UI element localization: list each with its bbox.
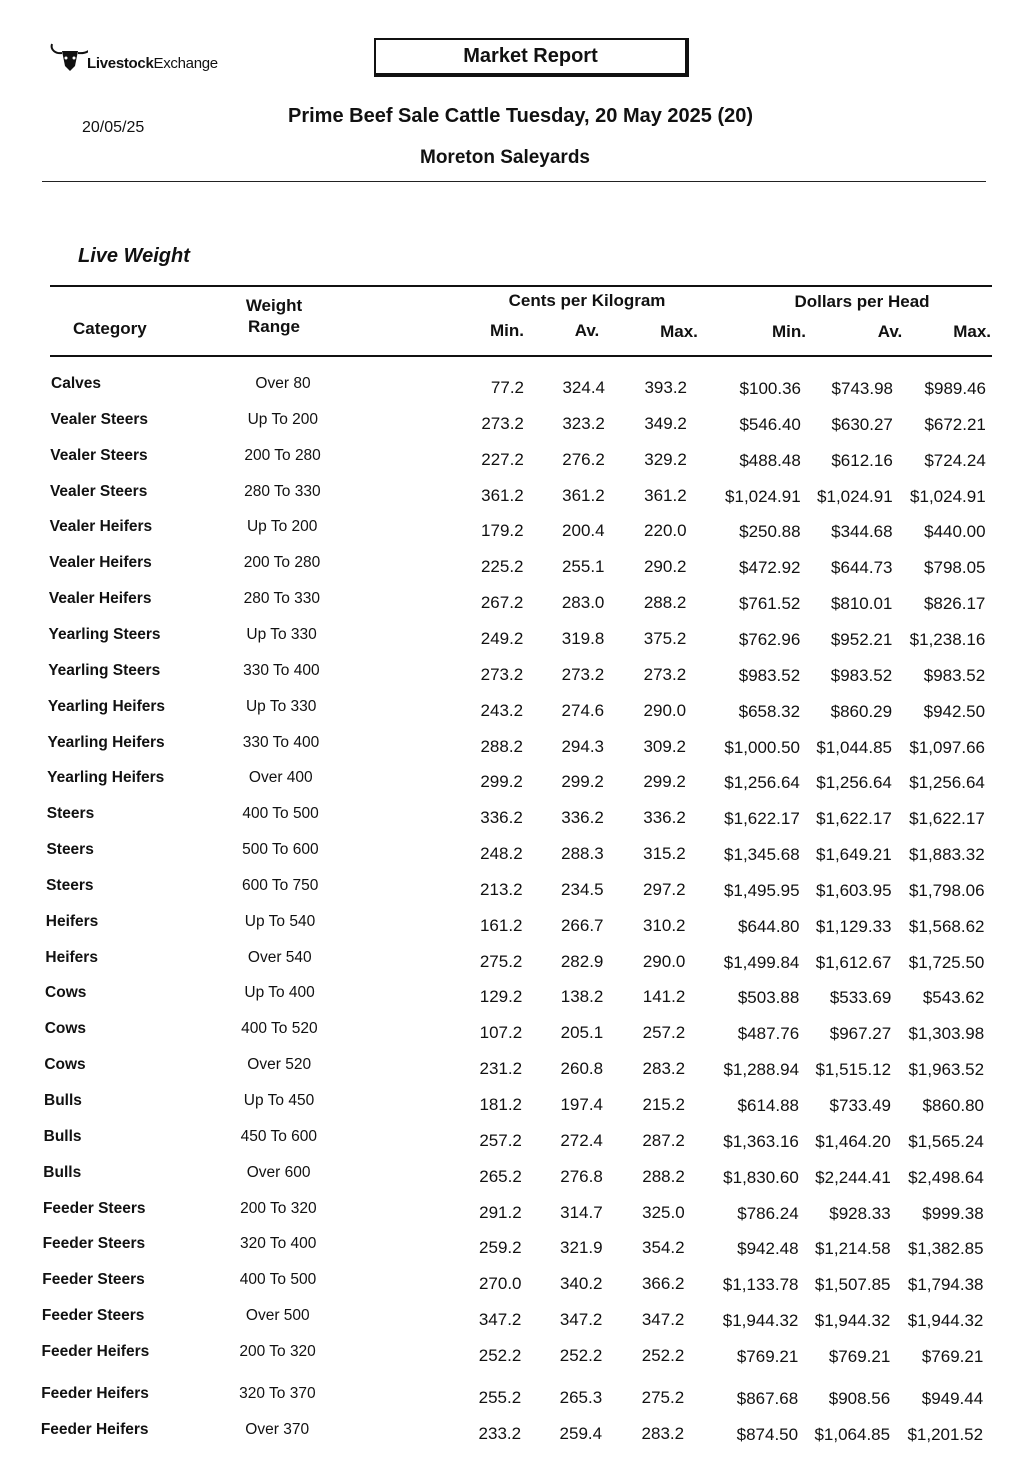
cell-cents-min: 273.2 [480, 664, 524, 684]
cell-cents-min: 347.2 [478, 1310, 522, 1330]
cell-cents-av: 319.8 [561, 628, 605, 648]
cell-dollars-av: $1,256.64 [816, 773, 892, 793]
cell-dollars-max: $826.17 [923, 594, 986, 614]
cell-cents-max: 393.2 [644, 378, 687, 397]
cell-cents-max: 283.2 [641, 1423, 685, 1443]
cell-cents-min: 273.2 [481, 413, 524, 433]
cell-cents-av: 336.2 [561, 808, 604, 828]
cell-cents-max: 275.2 [641, 1387, 685, 1407]
cell-cents-max: 366.2 [641, 1274, 685, 1294]
cell-cents-min: 270.0 [478, 1274, 522, 1294]
cell-dollars-min: $1,256.64 [724, 773, 800, 793]
cell-dollars-av: $1,024.91 [817, 486, 893, 506]
cell-dollars-max: $1,622.17 [909, 809, 985, 829]
cell-dollars-min: $614.88 [737, 1096, 799, 1115]
cell-weight-range: 280 To 330 [244, 482, 321, 500]
cell-cents-av: 273.2 [561, 664, 605, 684]
cell-dollars-max: $1,303.98 [908, 1024, 985, 1044]
cell-category: Steers [46, 805, 95, 823]
cell-cents-min: 299.2 [480, 772, 523, 792]
cell-dollars-max: $1,201.52 [907, 1424, 984, 1444]
bull-horns-icon [48, 38, 88, 72]
cell-dollars-max: $1,883.32 [909, 845, 985, 865]
cell-cents-av: 265.3 [559, 1387, 603, 1407]
sale-title: Prime Beef Sale Cattle Tuesday, 20 May 2025 (20) [288, 105, 754, 127]
cell-dollars-av: $612.16 [831, 450, 893, 470]
cell-category: Bulls [44, 1092, 82, 1109]
cell-weight-range: Up To 400 [244, 984, 315, 1002]
cell-cents-min: 248.2 [480, 844, 523, 864]
cell-category: Yearling Steers [48, 661, 161, 679]
cell-dollars-min: $1,024.91 [725, 486, 801, 506]
cell-weight-range: 200 To 320 [240, 1199, 317, 1217]
cell-dollars-max: $1,256.64 [909, 773, 985, 793]
cell-dollars-min: $503.88 [737, 988, 800, 1008]
cell-category: Vealer Heifers [49, 518, 153, 536]
cell-weight-range: 280 To 330 [243, 590, 321, 608]
cell-cents-min: 243.2 [480, 700, 524, 720]
cell-cents-min: 257.2 [479, 1130, 522, 1150]
cell-dollars-av: $1,612.67 [815, 952, 892, 972]
cell-dollars-min: $1,363.16 [723, 1131, 799, 1151]
cell-cents-av: 340.2 [559, 1274, 603, 1294]
header-cents-av: Av. [574, 321, 600, 340]
cell-dollars-max: $1,798.06 [908, 880, 985, 900]
cell-dollars-min: $1,000.50 [724, 737, 800, 757]
cell-dollars-av: $928.33 [829, 1203, 891, 1223]
cell-cents-av: 282.9 [560, 951, 604, 971]
cell-cents-min: 181.2 [479, 1095, 522, 1114]
cell-cents-min: 225.2 [480, 557, 524, 577]
cell-cents-min: 231.2 [479, 1059, 523, 1079]
cell-category: Cows [45, 984, 87, 1002]
cell-cents-min: 227.2 [481, 449, 524, 469]
cell-cents-max: 309.2 [643, 736, 686, 756]
cell-category: Vealer Steers [49, 482, 148, 500]
cell-cents-av: 234.5 [561, 879, 604, 899]
cell-weight-range: Up To 330 [246, 625, 317, 643]
cell-weight-range: Up To 200 [247, 410, 318, 428]
cell-dollars-av: $1,944.32 [814, 1311, 891, 1331]
cell-cents-max: 220.0 [644, 521, 687, 541]
cell-dollars-max: $1,794.38 [907, 1275, 984, 1295]
cell-category: Yearling Steers [48, 625, 161, 643]
cell-dollars-min: $488.48 [739, 450, 801, 470]
cell-weight-range: 600 To 750 [241, 876, 319, 894]
cell-cents-av: 321.9 [560, 1238, 603, 1258]
cell-cents-av: 200.4 [562, 521, 605, 541]
cell-cents-av: 299.2 [561, 772, 604, 792]
cell-dollars-max: $949.44 [921, 1388, 984, 1408]
cell-category: Yearling Heifers [47, 733, 165, 751]
cell-dollars-max: $1,944.32 [907, 1311, 984, 1331]
cell-dollars-max: $999.38 [922, 1203, 984, 1223]
cell-category: Yearling Heifers [47, 697, 166, 715]
cell-cents-max: 299.2 [643, 772, 686, 792]
cell-cents-max: 290.0 [642, 951, 686, 971]
cell-weight-range: Up To 330 [245, 697, 317, 715]
cell-cents-max: 325.0 [642, 1202, 685, 1222]
cell-cents-av: 324.4 [562, 378, 605, 397]
cell-dollars-min: $761.52 [738, 594, 801, 614]
cell-cents-max: 329.2 [644, 449, 687, 469]
cell-dollars-av: $1,064.85 [814, 1424, 891, 1444]
cell-dollars-max: $1,097.66 [909, 737, 985, 757]
cell-dollars-av: $1,515.12 [815, 1060, 892, 1080]
cell-dollars-max: $543.62 [922, 988, 985, 1008]
cell-dollars-min: $546.40 [739, 414, 801, 434]
cell-cents-max: 336.2 [643, 808, 686, 828]
cell-weight-range: Over 540 [247, 948, 312, 966]
cell-dollars-min: $769.21 [736, 1346, 799, 1366]
cell-category: Vealer Heifers [49, 554, 152, 572]
section-title: Live Weight [78, 245, 190, 267]
cell-dollars-min: $100.36 [739, 379, 801, 398]
cell-cents-av: 255.1 [561, 557, 605, 577]
cell-dollars-min: $250.88 [739, 522, 801, 542]
cell-dollars-max: $672.21 [924, 414, 986, 434]
cell-dollars-av: $983.52 [830, 665, 893, 685]
cell-dollars-max: $2,498.64 [908, 1167, 984, 1187]
cell-category: Calves [51, 375, 101, 392]
cell-weight-range: Over 500 [245, 1307, 310, 1325]
cell-cents-max: 315.2 [643, 844, 686, 864]
cell-dollars-min: $487.76 [737, 1024, 800, 1044]
cell-cents-min: 161.2 [479, 915, 523, 935]
cell-cents-av: 259.4 [559, 1423, 603, 1443]
cell-weight-range: Up To 200 [246, 518, 318, 536]
cell-dollars-min: $942.48 [737, 1239, 799, 1259]
cell-dollars-av: $1,464.20 [815, 1131, 891, 1151]
cell-category: Vealer Steers [50, 410, 149, 428]
cell-weight-range: 200 To 320 [239, 1342, 316, 1360]
cell-dollars-max: $860.80 [922, 1096, 984, 1115]
cell-cents-max: 349.2 [644, 413, 687, 433]
cell-weight-range: Up To 450 [243, 1092, 315, 1109]
cell-cents-min: 107.2 [479, 1023, 523, 1043]
cell-dollars-min: $658.32 [738, 701, 801, 721]
cell-cents-max: 287.2 [642, 1130, 685, 1150]
cell-dollars-max: $769.21 [921, 1346, 984, 1366]
cell-dollars-av: $769.21 [828, 1346, 891, 1366]
cell-category: Cows [44, 1056, 86, 1074]
cell-dollars-min: $867.68 [736, 1388, 799, 1408]
cell-cents-av: 288.3 [561, 844, 604, 864]
cell-category: Bulls [43, 1163, 82, 1181]
cell-weight-range: Over 80 [255, 375, 311, 392]
header-cents-max: Max. [660, 322, 698, 341]
cell-dollars-av: $1,603.95 [815, 880, 892, 900]
cell-dollars-max: $1,963.52 [908, 1060, 985, 1080]
table-top-rule [50, 285, 992, 287]
cell-cents-av: 347.2 [559, 1310, 603, 1330]
cell-cents-min: 233.2 [478, 1423, 522, 1443]
header-dollars-av: Av. [877, 322, 903, 341]
cell-weight-range: 330 To 400 [242, 733, 320, 751]
cell-cents-av: 283.0 [561, 593, 605, 613]
cell-weight-range: 200 To 280 [244, 446, 321, 464]
cell-category: Heifers [45, 948, 98, 966]
cell-cents-min: 255.2 [478, 1387, 522, 1407]
cell-category: Bulls [43, 1127, 82, 1145]
cell-dollars-av: $630.27 [831, 414, 893, 434]
cell-cents-av: 276.2 [562, 449, 605, 469]
cell-weight-range: 500 To 600 [242, 841, 319, 859]
cell-cents-av: 274.6 [561, 700, 605, 720]
cell-cents-max: 141.2 [642, 987, 686, 1007]
cell-dollars-av: $1,214.58 [814, 1239, 891, 1259]
cell-category: Heifers [45, 912, 99, 930]
cell-cents-min: 288.2 [480, 736, 523, 756]
cell-dollars-min: $786.24 [737, 1203, 799, 1223]
cell-dollars-av: $733.49 [829, 1096, 891, 1115]
cell-dollars-min: $472.92 [739, 558, 801, 578]
cell-cents-max: 215.2 [642, 1095, 685, 1114]
cell-cents-min: 249.2 [480, 628, 524, 648]
cell-dollars-av: $1,649.21 [816, 845, 892, 865]
cell-category: Vealer Steers [50, 446, 148, 464]
cell-dollars-min: $1,499.84 [723, 952, 800, 972]
header-dollars-per-head: Dollars per Head [794, 292, 930, 311]
cell-weight-range: Over 400 [248, 769, 313, 787]
header-cents-per-kg: Cents per Kilogram [508, 291, 666, 310]
cell-category: Feeder Steers [42, 1199, 146, 1217]
cell-dollars-av: $743.98 [831, 379, 893, 398]
cell-cents-av: 314.7 [560, 1202, 603, 1222]
cell-cents-min: 179.2 [481, 521, 524, 541]
header-range: Range [248, 317, 300, 336]
cell-cents-av: 205.1 [560, 1023, 604, 1043]
cell-cents-av: 272.4 [560, 1130, 603, 1150]
cell-cents-max: 288.2 [642, 1166, 685, 1186]
cell-cents-av: 266.7 [560, 915, 604, 935]
cell-category: Feeder Heifers [41, 1384, 149, 1402]
cell-dollars-min: $1,622.17 [724, 809, 800, 829]
cell-cents-max: 290.2 [643, 557, 687, 577]
cell-dollars-av: $952.21 [830, 629, 893, 649]
cell-cents-min: 267.2 [480, 593, 524, 613]
cell-category: Feeder Heifers [41, 1342, 150, 1360]
cell-cents-max: 257.2 [642, 1023, 686, 1043]
cell-weight-range: Over 370 [245, 1420, 310, 1438]
cell-weight-range: 400 To 500 [239, 1271, 317, 1289]
cell-cents-min: 252.2 [478, 1345, 522, 1365]
cell-dollars-av: $644.73 [831, 558, 893, 578]
cell-weight-range: Up To 540 [244, 912, 316, 930]
cell-dollars-min: $644.80 [738, 916, 800, 936]
header-category: Category [73, 319, 147, 338]
cell-dollars-max: $798.05 [924, 558, 986, 578]
cell-cents-min: 265.2 [479, 1166, 522, 1186]
cell-category: Vealer Heifers [48, 590, 152, 608]
cell-dollars-max: $942.50 [923, 701, 986, 721]
cell-cents-max: 354.2 [642, 1238, 685, 1258]
cell-dollars-min: $1,345.68 [724, 845, 800, 865]
cell-cents-max: 361.2 [644, 485, 687, 505]
cell-cents-min: 213.2 [480, 879, 523, 899]
cell-dollars-av: $908.56 [828, 1388, 891, 1408]
cell-dollars-min: $1,944.32 [722, 1311, 799, 1331]
cell-dollars-max: $1,238.16 [909, 629, 986, 649]
cell-cents-max: 375.2 [643, 628, 687, 648]
cell-dollars-max: $983.52 [923, 665, 986, 685]
cell-cents-av: 197.4 [560, 1095, 603, 1114]
cell-cents-max: 288.2 [643, 593, 687, 613]
cell-cents-min: 129.2 [479, 987, 523, 1007]
cell-dollars-min: $1,133.78 [722, 1275, 799, 1295]
cell-dollars-av: $1,622.17 [816, 809, 892, 829]
cell-cents-av: 361.2 [562, 485, 605, 505]
cell-cents-av: 276.8 [560, 1166, 603, 1186]
cell-dollars-max: $1,382.85 [907, 1239, 984, 1259]
cell-weight-range: Over 600 [246, 1163, 311, 1181]
report-title: Market Report [374, 38, 689, 77]
cell-dollars-min: $1,495.95 [723, 880, 800, 900]
cell-dollars-av: $2,244.41 [815, 1167, 891, 1187]
cell-dollars-min: $762.96 [738, 629, 801, 649]
report-date: 20/05/25 [82, 119, 145, 136]
cell-category: Steers [46, 841, 94, 859]
cell-cents-max: 252.2 [641, 1345, 685, 1365]
cell-dollars-av: $1,507.85 [814, 1275, 891, 1295]
cell-cents-max: 290.0 [643, 700, 687, 720]
cell-dollars-av: $967.27 [829, 1024, 892, 1044]
cell-cents-min: 275.2 [479, 951, 523, 971]
cell-category: Cows [44, 1020, 87, 1038]
cell-dollars-av: $533.69 [829, 988, 892, 1008]
header-dollars-max: Max. [953, 322, 991, 341]
cell-category: Yearling Heifers [47, 769, 165, 787]
cell-dollars-min: $983.52 [738, 665, 801, 685]
cell-cents-av: 252.2 [559, 1345, 603, 1365]
cell-category: Steers [46, 876, 94, 894]
cell-dollars-max: $1,725.50 [908, 952, 985, 972]
cell-category: Feeder Steers [41, 1307, 145, 1325]
cell-weight-range: 320 To 370 [239, 1384, 316, 1402]
cell-cents-av: 323.2 [562, 413, 605, 433]
cell-weight-range: 400 To 500 [242, 805, 319, 823]
cell-cents-av: 294.3 [561, 736, 604, 756]
cell-dollars-av: $810.01 [830, 594, 893, 614]
cell-weight-range: 200 To 280 [243, 554, 321, 572]
header-divider [42, 181, 986, 182]
cell-cents-av: 138.2 [560, 987, 604, 1007]
cell-category: Feeder Steers [42, 1271, 145, 1289]
cell-cents-min: 361.2 [481, 485, 524, 505]
cell-weight-range: 330 To 400 [243, 661, 320, 679]
cell-category: Feeder Steers [42, 1235, 146, 1253]
cell-weight-range: 400 To 520 [241, 1020, 318, 1038]
cell-cents-max: 283.2 [642, 1059, 686, 1079]
cell-dollars-min: $874.50 [736, 1424, 799, 1444]
cell-dollars-max: $724.24 [924, 450, 986, 470]
table-header-rule [50, 355, 992, 357]
cell-cents-min: 291.2 [479, 1202, 522, 1222]
cell-dollars-max: $1,568.62 [908, 916, 985, 936]
cell-dollars-av: $860.29 [830, 701, 893, 721]
cell-cents-max: 310.2 [642, 915, 686, 935]
cell-cents-max: 273.2 [643, 664, 687, 684]
cell-cents-max: 297.2 [643, 879, 686, 899]
logo-text: LivestockExchange [87, 55, 218, 72]
cell-dollars-av: $1,044.85 [816, 737, 892, 757]
cell-dollars-max: $1,024.91 [910, 486, 986, 506]
cell-weight-range: 320 To 400 [239, 1235, 317, 1253]
livestock-exchange-logo [48, 38, 238, 72]
cell-category: Feeder Heifers [40, 1420, 149, 1438]
cell-dollars-min: $1,830.60 [723, 1167, 799, 1187]
cell-cents-min: 336.2 [480, 808, 523, 828]
header-cents-min: Min. [490, 321, 524, 340]
cell-cents-max: 347.2 [641, 1310, 685, 1330]
venue-name: Moreton Saleyards [420, 147, 590, 168]
cell-dollars-max: $989.46 [924, 379, 986, 398]
cell-dollars-max: $1,565.24 [908, 1131, 984, 1151]
cell-cents-av: 260.8 [560, 1059, 604, 1079]
cell-dollars-max: $440.00 [924, 522, 986, 542]
cell-dollars-av: $344.68 [831, 522, 893, 542]
cell-dollars-av: $1,129.33 [815, 916, 892, 936]
header-weight: Weight [245, 296, 303, 315]
cell-weight-range: 450 To 600 [240, 1127, 318, 1145]
header-dollars-min: Min. [772, 322, 806, 341]
cell-weight-range: Over 520 [247, 1056, 312, 1074]
cell-cents-min: 259.2 [479, 1238, 522, 1258]
cell-dollars-min: $1,288.94 [723, 1060, 800, 1080]
cell-cents-min: 77.2 [490, 378, 524, 397]
